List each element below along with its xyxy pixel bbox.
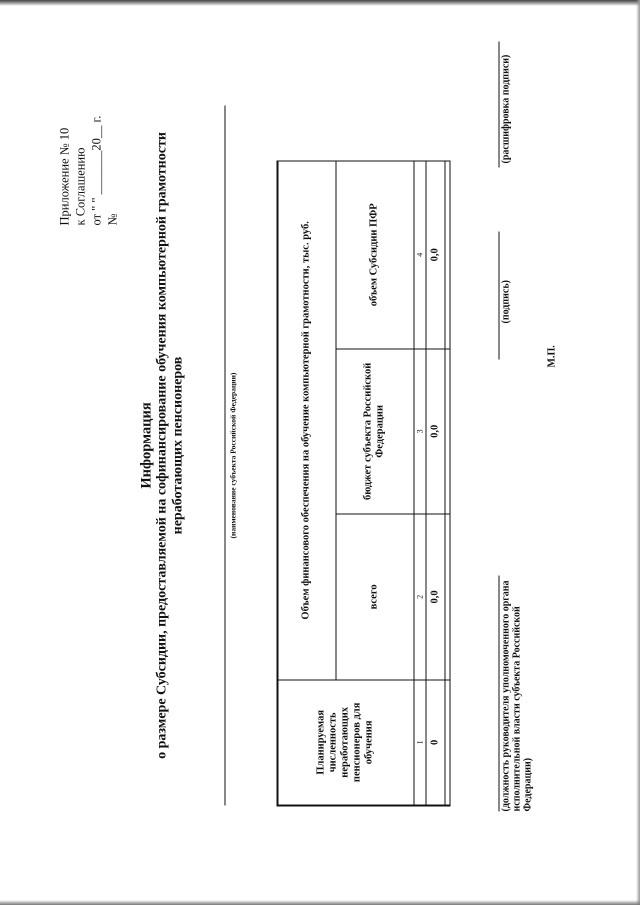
- position-caption: (должность руководителя уполномоченного органа исполнительной власти субъекта Российской Федерации): [500, 579, 533, 811]
- title-heading: Информация: [138, 401, 154, 489]
- subheader-total: всего: [335, 514, 413, 680]
- appendix-no: №: [105, 213, 119, 225]
- document-title: [138, 75, 186, 815]
- position-signature-line: [498, 575, 499, 811]
- table-header-row: [277, 161, 335, 806]
- decoding-line: [498, 41, 499, 167]
- signature-line: [498, 231, 499, 359]
- appendix-date: от " " _______20__ г.: [89, 115, 103, 225]
- value-regional-budget: 0,0: [425, 348, 444, 514]
- header-financing: Объем финансового обеспечения на обучение компьютерной грамотности, тыс. руб.: [277, 161, 335, 680]
- signature-caption: (подпись): [500, 279, 511, 323]
- col-number-1: 1: [413, 679, 425, 805]
- stamp-place-label: М.П.: [546, 344, 557, 367]
- appendix-agreement: к Соглашению: [73, 147, 87, 225]
- appendix-number: Приложение № 10: [57, 127, 71, 225]
- title-subject-cont: неработающих пенсионеров: [170, 356, 185, 534]
- title-subject: о размере Субсидии, предоставляемой на софинансирование обучения компьютерной грамотности: [154, 131, 169, 759]
- appendix-header: [56, 115, 120, 225]
- value-planned-count: 0: [425, 679, 444, 805]
- subheader-pfr-subsidy: объем Субсидии ПФР: [335, 161, 413, 349]
- col-number-4: 4: [413, 161, 425, 349]
- financing-table: [276, 160, 450, 806]
- value-total: 0,0: [425, 514, 444, 680]
- decoding-caption: (расшифровка подписи): [500, 54, 511, 163]
- table-row-numbers: [413, 161, 425, 806]
- header-planned-count: Планируемая численность неработающих пенсионеров для обучения: [277, 679, 413, 805]
- subject-name-line: [224, 105, 225, 805]
- subject-name-caption: (наименование субъекта Российской Федерации): [228, 372, 237, 538]
- table-row-values: [425, 161, 444, 806]
- table-row-blank: [444, 161, 449, 806]
- col-number-3: 3: [413, 348, 425, 514]
- value-pfr-subsidy: 0,0: [425, 161, 444, 349]
- col-number-2: 2: [413, 514, 425, 680]
- subheader-regional-budget: бюджет субъекта Российской Федерации: [335, 348, 413, 514]
